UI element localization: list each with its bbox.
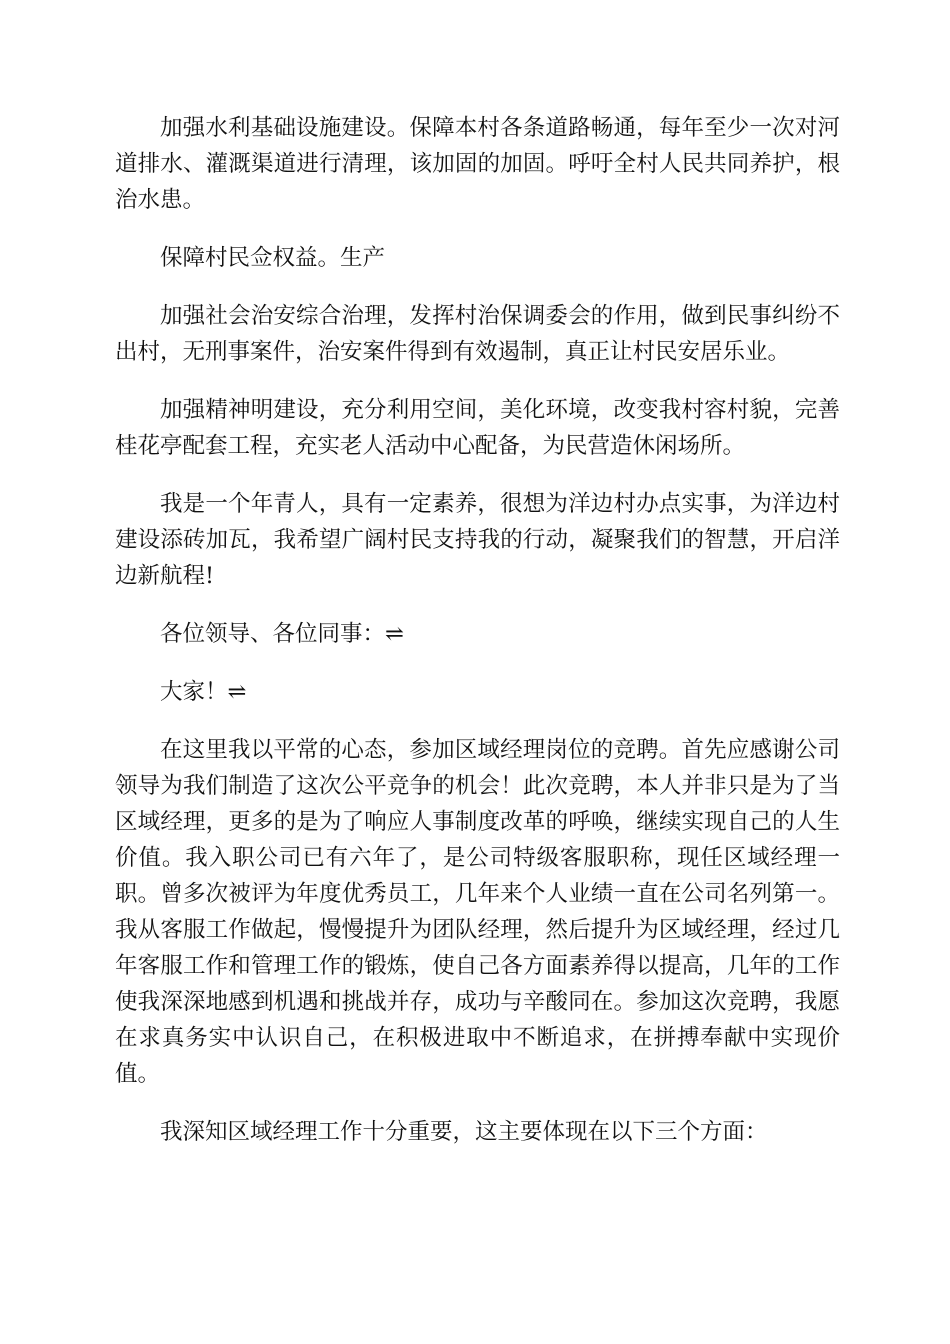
paragraph-importance-intro: 我深知区域经理工作十分重要，这主要体现在以下三个方面： (160, 1119, 768, 1145)
paragraph-public-security: 加强社会治安综合治理，发挥村治保调委会的作用，做到民事纠纷不出村，无刑事案件，治安案件得到有效遏制，真正让村民安居乐业。 (115, 303, 840, 365)
paragraph-water-infrastructure: 加强水利基础设施建设。保障本村各条道路畅通，每年至少一次对河道排水、灌溉渠道进行清理，该加固的加固。呼吁全村人民共同养护，根治水患。 (115, 115, 840, 213)
paragraph-young-candidate: 我是一个年青人，具有一定素养，很想为洋边村办点实事，为洋边村建设添砖加瓦，我希望广阔村民支持我的行动，凝聚我们的智慧，开启洋边新航程! (115, 491, 840, 589)
paragraph-spiritual-civilization: 加强精神明建设，充分利用空间，美化环境，改变我村容村貌，完善桂花亭配套工程，充实老人活动中心配备，为民营造休闲场所。 (115, 397, 840, 459)
paragraph-salutation: 各位领导、各位同事：⇌ (160, 621, 404, 647)
paragraph-greeting: 大家！⇌ (160, 679, 247, 705)
document-body (115, 110, 840, 1172)
paragraph-villager-rights: 保障村民佥权益。生产 (160, 245, 386, 271)
paragraph-competition-speech: 在这里我以平常的心态，参加区域经理岗位的竞聘。首先应感谢公司领导为我们制造了这次公平竞争的机会！此次竞聘，本人并非只是为了当区域经理，更多的是为了响应人事制度改革的呼唤，继续实现自己的人生价值。我入职公司已有六年了，是公司特级客服职称，现任区域经理一职。曾多次被评为年度优秀员工，几年来个人业绩一直在公司名列第一。我从客服工作做起，慢慢提升为团队经理，然后提升为区域经理，经过几年客服工作和管理工作的锻炼，使自己各方面素养得以提高，几年的工作使我深深地感到机遇和挑战并存，成功与辛酸同在。参加这次竞聘，我愿在求真务实中认识自己，在积极进取中不断追求，在拼搏奉献中实现价值。 (115, 737, 840, 1087)
